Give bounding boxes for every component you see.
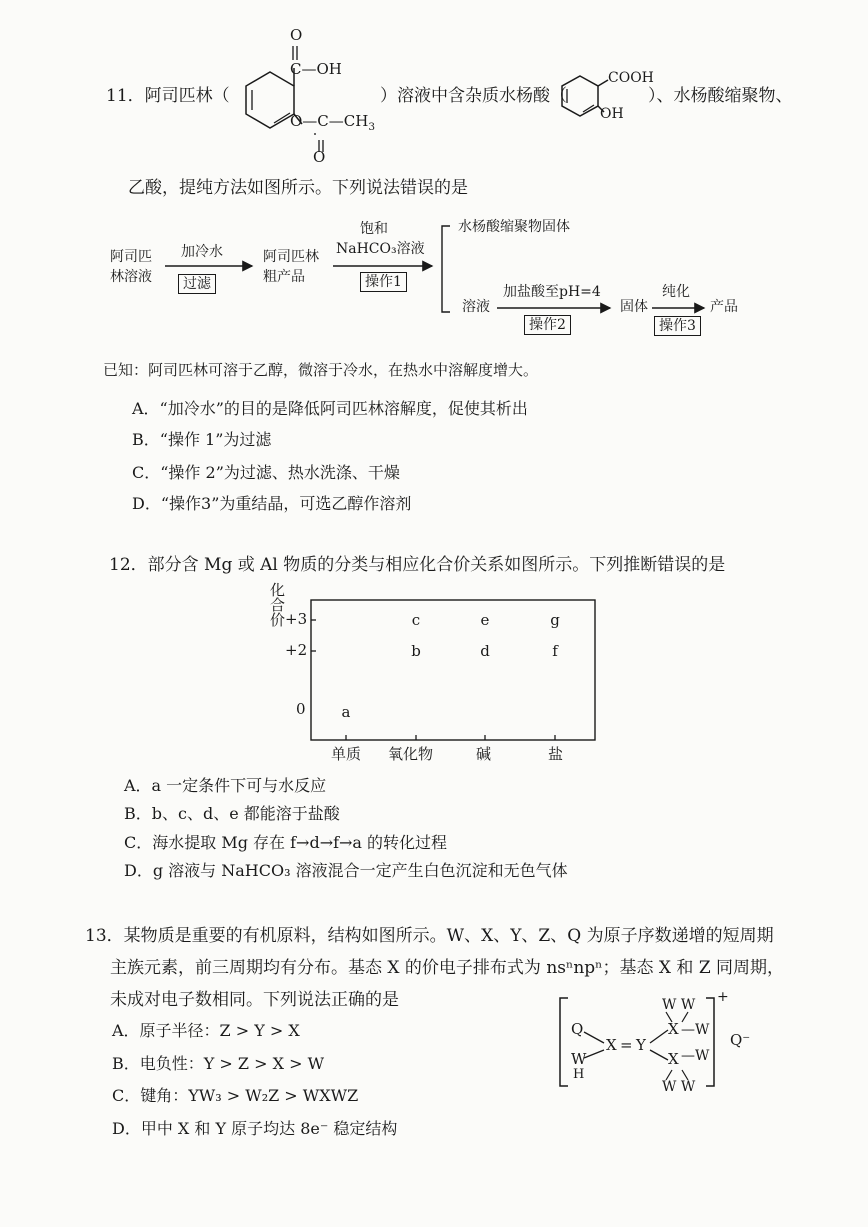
chart-ytick-plus2: +2 — [285, 641, 308, 659]
q12-option-b: B．b、c、d、e 都能溶于盐酸 — [124, 804, 340, 823]
chart-xtick-salt: 盐 — [548, 745, 564, 763]
flow-solid: 固体 — [620, 299, 648, 315]
salicylic-cooh: COOH — [608, 70, 654, 86]
flow-step1-box: 过滤 — [178, 274, 216, 294]
chart-xtick-element: 单质 — [331, 745, 362, 763]
q11-intro-mid: ）溶液中含杂质水杨酸（ — [380, 86, 567, 106]
q13-option-d: D．甲中 X 和 Y 原子均达 8e⁻ 稳定结构 — [112, 1119, 398, 1138]
q12-option-a: A．a 一定条件下可与水反应 — [124, 776, 327, 795]
q13-stem-line3: 未成对电子数相同。下列说法正确的是 — [110, 990, 399, 1010]
flow-product: 产品 — [710, 299, 738, 315]
salicylic-oh: OH — [600, 106, 624, 122]
q11-intro-end: ）、水杨酸缩聚物、 — [648, 86, 793, 106]
flow-branch-top: 水杨酸缩聚物固体 — [458, 219, 570, 235]
q11-option-a: A．“加冷水”的目的是降低阿司匹林溶解度，促使其析出 — [132, 399, 528, 418]
flow-step3-label: 加盐酸至pH=4 — [503, 284, 601, 300]
q11-option-c: C．“操作 2”为过滤、热水洗涤、干燥 — [132, 463, 400, 482]
struct-y: Y — [636, 1036, 646, 1054]
struct-q: Q — [571, 1020, 584, 1038]
chart-ytick-plus3: +3 — [285, 610, 308, 628]
struct-x-top: X — [668, 1020, 679, 1038]
chart-point-b: b — [411, 642, 421, 660]
flow-branch-bottom: 溶液 — [462, 299, 490, 315]
chart-point-d: d — [480, 642, 490, 660]
q13-option-c: C．键角：YW₃ > W₂Z > WXWZ — [112, 1086, 359, 1105]
chart-point-g: g — [550, 611, 560, 629]
struct-w-right-top: —W — [681, 1022, 710, 1038]
struct-w-right-bottom: —W — [681, 1048, 710, 1064]
q11-option-d: D．“操作3”为重结晶，可选乙醇作溶剂 — [132, 494, 412, 513]
flow-step2-label-1: 饱和 — [360, 221, 388, 237]
chart-ytick-zero: 0 — [296, 700, 306, 718]
flow-step1-label: 加冷水 — [181, 244, 223, 260]
chart-xtick-base: 碱 — [476, 745, 492, 763]
q13-option-b: B．电负性：Y > Z > X > W — [112, 1054, 325, 1073]
q12-option-d: D．g 溶液与 NaHCO₃ 溶液混合一定产生白色沉淀和无色气体 — [124, 861, 568, 880]
chart-ylabel: 化合价 — [268, 582, 286, 627]
aspirin-ester-o: O — [313, 148, 326, 166]
flow-mid-1: 阿司匹林 — [263, 249, 319, 265]
chart-point-c: c — [411, 611, 421, 629]
struct-double-bond: = — [620, 1036, 633, 1054]
struct-x-bottom: X — [668, 1050, 679, 1068]
flow-start-1: 阿司匹 — [110, 249, 152, 265]
flow-mid-2: 粗产品 — [263, 269, 305, 285]
flow-step4-label: 纯化 — [662, 284, 690, 300]
q11-intro: 11．阿司匹林（ — [106, 86, 230, 106]
struct-x-center: X — [606, 1036, 617, 1054]
struct-charge: + — [717, 989, 729, 1005]
chart-point-e: e — [480, 611, 490, 629]
q12-stem: 12．部分含 Mg 或 Al 物质的分类与相应化合价关系如图所示。下列推断错误的是 — [109, 555, 726, 575]
struct-ww-bottom: W W — [662, 1079, 696, 1095]
chart-xtick-oxide: 氧化物 — [388, 745, 434, 763]
q11-option-b: B．“操作 1”为过滤 — [132, 430, 272, 449]
flow-start-2: 林溶液 — [110, 269, 152, 285]
flow-step4-box: 操作3 — [654, 316, 701, 336]
q13-stem-line2: 主族元素，前三周期均有分布。基态 X 的价电子排布式为 nsⁿnpⁿ；基态 X 和 Z 同周期， — [110, 958, 785, 978]
chart-point-f: f — [552, 642, 558, 660]
struct-anion: Q⁻ — [730, 1031, 751, 1049]
q11-known: 已知：阿司匹林可溶于乙醇，微溶于冷水，在热水中溶解度增大。 — [103, 361, 539, 379]
chart-point-a: a — [341, 703, 351, 721]
struct-h-left: H — [573, 1067, 585, 1082]
q11-stem: 乙酸，提纯方法如图所示。下列说法错误的是 — [128, 178, 468, 198]
q13-option-a: A．原子半径：Z > Y > X — [112, 1021, 300, 1040]
aspirin-acid-group: C—OH — [290, 60, 342, 78]
struct-w-left: W — [571, 1050, 587, 1068]
flow-step2-label-2: NaHCO₃溶液 — [336, 241, 425, 257]
aspirin-carbonyl-o: O — [290, 26, 303, 44]
flow-step3-box: 操作2 — [524, 315, 571, 335]
q12-option-c: C．海水提取 Mg 存在 f→d→f→a 的转化过程 — [124, 833, 448, 852]
flow-step2-box: 操作1 — [360, 272, 407, 292]
aspirin-ester-group: $O—C—CH_3$ — [290, 112, 376, 133]
q13-stem-line1: 13．某物质是重要的有机原料，结构如图所示。W、X、Y、Z、Q 为原子序数递增的短周期 — [85, 926, 774, 946]
struct-ww-top: W W — [662, 997, 696, 1013]
